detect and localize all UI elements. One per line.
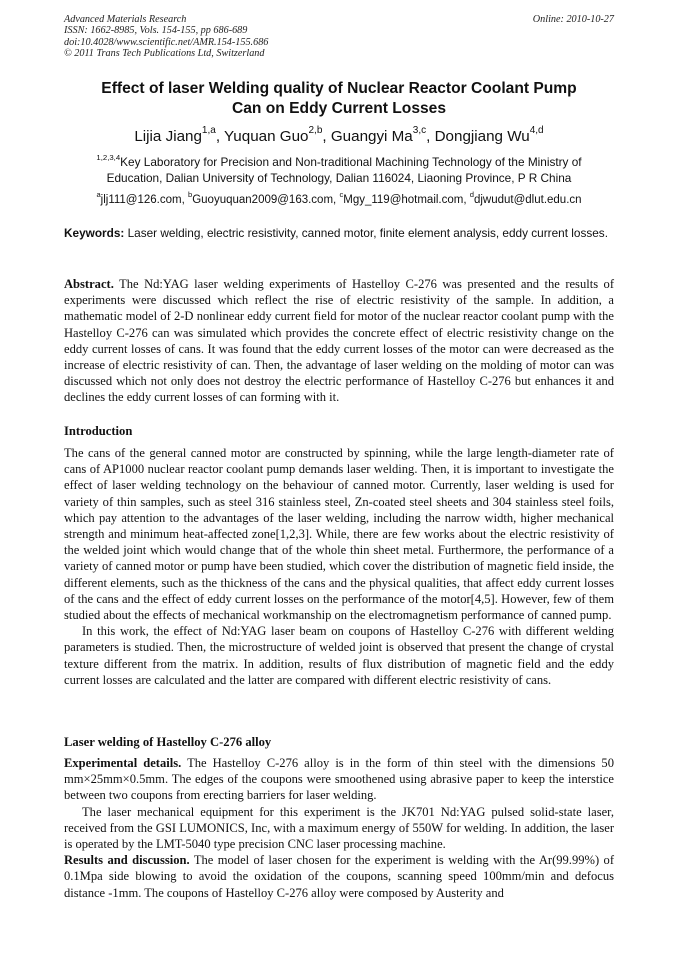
title-line-1: Effect of laser Welding quality of Nuclear Reactor Coolant Pump [101,80,577,97]
paragraph: In this work, the effect of Nd:YAG laser beam on coupons of Hastelloy C-276 with different welding parameters is studied. Then, the microstructure of welded joint is observed that present the change of crystal texture different from the matrix. In addition, results of flux distribution of magnetic field and the eddy current losses are calculated and the latter are compared with different electric resistivity of cans. [64,624,614,687]
author-name: Lijia Jiang [134,128,202,145]
affiliation-sup: 1,2,3,4 [96,152,121,162]
copyright-line: © 2011 Trans Tech Publications Ltd, Switzerland [64,48,265,60]
paragraph: The cans of the general canned motor are constructed by spinning, while the large length-diameter rate of cans of AP1000 nuclear reactor coolant pump demands laser welding. Then, it is important to investigate the effect of laser welding technology on the behaviour of canned motor. Currently, laser welding is used for variety of thin samples, such as steel 316 stainless steel, Zn-coated steel sheets and 304 stainless steel foils, which pay attention to the advantages of the laser welding, including the narrow width, higher mechanical strength and minimum heat-affected zone[1,2,3]. While, there are few works about the electric resistivity of the welded joint which would change that of the whole thin sheet metal. Furthermore, the performance of a variety of canned motor or pump have been studied, which cover the distribution of magnetic field inside, the different elements, such as the thickness of the cans and the physical qualities, that affect eddy current losses of the cans and the effect of eddy current losses on the performance of the motor[4,5]. However, few of them studied about the effects of mechanical workmanship on the electromagnetism performance of canned pump. [64,446,614,623]
experimental-details-text: The Hastelloy C-276 alloy is in the form of thin steel with the dimensions 50 mm×25mm×0.5mm. The edges of the coupons were smoothened using abrasive paper to keep the interstice between two coupons from erecting barriers for laser welding. [64,756,614,803]
email-sup: c [339,190,344,200]
section-heading: Laser welding of Hastelloy C-276 alloy [64,735,272,749]
keywords-label: Keywords: [64,226,125,240]
journal-header [64,14,614,60]
affiliation-line-2: Education, Dalian University of Technology, Dalian 116024, Liaoning Province, P R China [106,171,572,185]
author-sup: 1,a [201,125,216,137]
email-sup: d [469,190,474,200]
email-link[interactable]: Guoyuquan2009@163.com [192,194,334,206]
introduction-body [64,445,614,688]
results-text: The model of laser chosen for the experiment is welding with the Ar(99.99%) of 0.1Mpa side blowing to avoid the oxidation of the coupons, scanning speed 100mm/min and defocus distance -1mm. The coupons of Hastelloy C-276 alloy were composed by Austerity and [64,853,614,900]
results-label: Results and discussion. [64,853,190,868]
abstract-text: The Nd:YAG laser welding experiments of Hastelloy C-276 was presented and the results of experiments were discussed which reflect the rise of electric resistivity of the sample. In addition, a mathematic model of 2-D nonlinear eddy current field for motor of the nuclear reactor coolant pump with the Hastelloy C-276 can was simulated which provides the concrete effect of electric resistivity change on the eddy current losses of cans. It was found that the eddy current losses of the motor can were decreased as the increase of electric resistivity of can. Then, the advantage of laser welding on the molding of motor can was discussed which not only does not destroy the electric performance of Hastelloy C-276 but enhances it and declines the eddy current losses of can forming with it. [64,277,615,405]
journal-name: Advanced Materials Research [64,14,187,25]
paragraph: The laser mechanical equipment for this experiment is the JK701 Nd:YAG pulsed solid-state laser, received from the GSI LUMONICS, Inc, with a maximum energy of 550W for welding. In addition, the laser is operated by the LMT-5040 type precision CNC laser processing machine. [64,804,614,852]
author-name: Guangyi Ma [330,128,413,145]
keywords-text: Laser welding, electric resistivity, canned motor, finite element analysis, eddy current losses. [127,226,608,240]
author-sup: 2,b [308,125,323,137]
online-date: Online: 2010-10-27 [532,14,614,25]
email-link[interactable]: jlj111@126.com [100,194,182,206]
email-sup: b [187,190,193,200]
affiliation [64,154,614,186]
author-name: Yuquan Guo [224,128,309,145]
experimental-details-label: Experimental details. [64,756,182,770]
email-sup: a [96,190,101,200]
issn-line: ISSN: 1662-8985, Vols. 154-155, pp 686-689 [64,25,248,37]
author-sup: 3,c [412,125,427,137]
keywords [64,226,614,242]
section-body [64,755,614,901]
paper-title [64,79,614,119]
email-link[interactable]: Mgy_119@hotmail.com [343,194,464,206]
title-line-2: Can on Eddy Current Losses [231,100,447,117]
abstract [64,276,614,406]
author-sup: 4,d [529,125,544,137]
email-link[interactable]: djwudut@dlut.edu.cn [473,194,582,206]
affiliation-line-1: Key Laboratory for Precision and Non-traditional Machining Technology of the Ministry of [120,155,582,169]
email-list: $^a$jlj111@126.com, $^b$Guoyuquan2009@163.com, $^c$Mgy_119@hotmail.com, $^d$djwudut@dlut.edu.cn [96,190,582,206]
author-name: Dongjiang Wu [434,128,530,145]
abstract-label: Abstract. [64,277,114,291]
introduction-heading: Introduction [64,424,133,438]
author-list: Lijia Jiang$^{1,a}$, Yuquan Guo$^{2,b}$, Guangyi Ma$^{3,c}$, Dongjiang Wu$^{4,d}$ [134,125,544,145]
doi-line: doi:10.4028/www.scientific.net/AMR.154-155.686 [64,36,269,48]
